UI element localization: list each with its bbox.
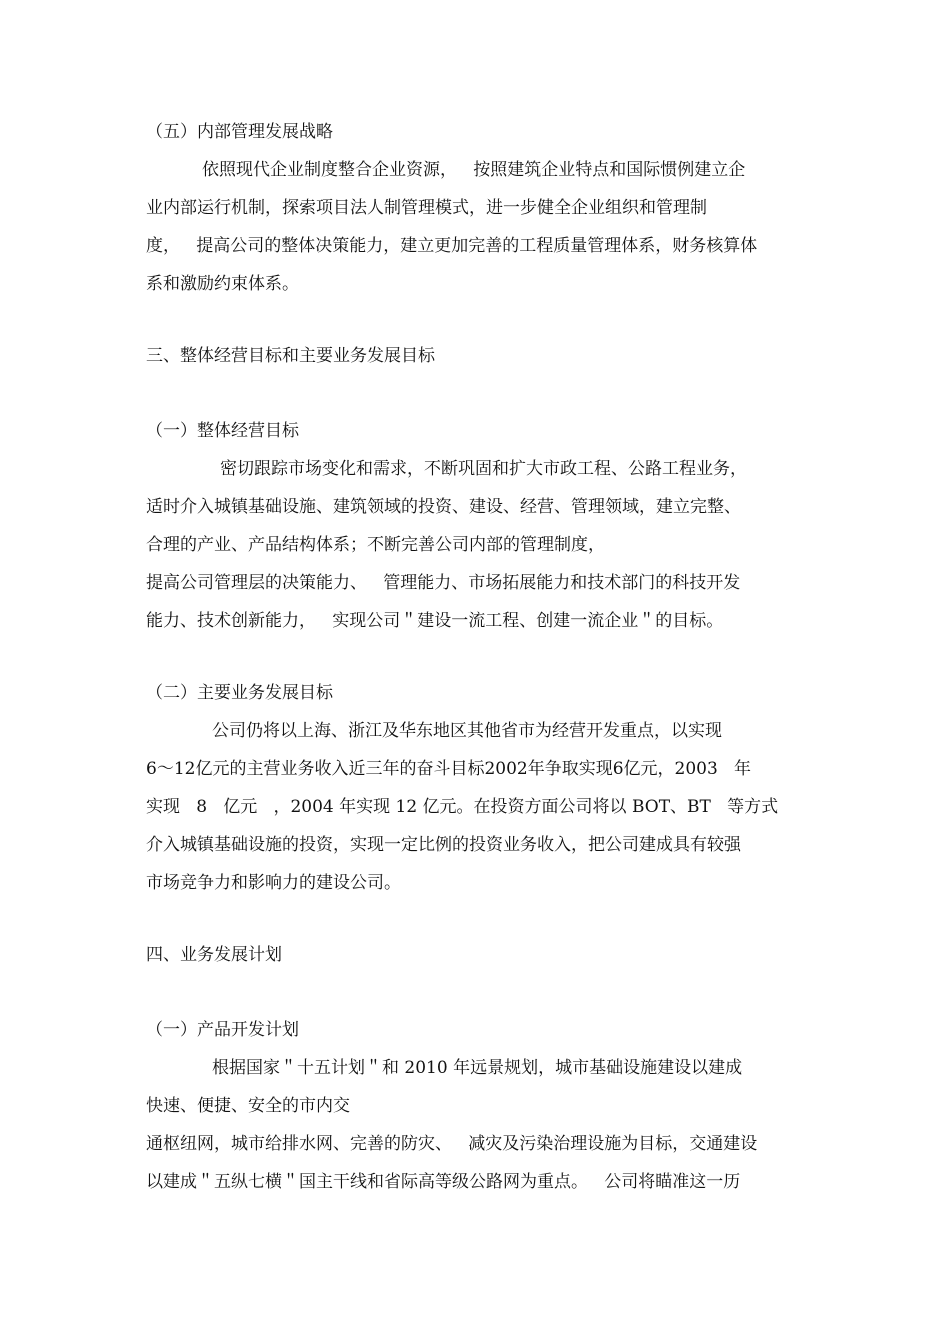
paragraph-line: 实现 8 亿元 ，2004 年实现 12 亿元。在投资方面公司将以 BOT、BT 等方式 — [146, 797, 779, 817]
section-heading: （一）整体经营目标 — [146, 421, 299, 441]
paragraph-line: 合理的产业、产品结构体系；不断完善公司内部的管理制度， — [146, 535, 605, 555]
chapter-heading: 四、业务发展计划 — [146, 945, 282, 965]
paragraph-line: 公司仍将以上海、浙江及华东地区其他省市为经营开发重点，以实现 — [212, 721, 722, 741]
paragraph-line: 以建成＂五纵七横＂国主干线和省际高等级公路网为重点。 公司将瞄准这一历 — [146, 1172, 741, 1192]
paragraph-line: 度， 提高公司的整体决策能力，建立更加完善的工程质量管理体系，财务核算体 — [146, 236, 758, 256]
paragraph-line: 根据国家＂十五计划＂和 2010 年远景规划，城市基础设施建设以建成 — [212, 1058, 743, 1078]
chapter-heading: 三、整体经营目标和主要业务发展目标 — [146, 346, 435, 366]
paragraph-line: 系和激励约束体系。 — [146, 274, 299, 294]
paragraph-line: 快速、便捷、安全的市内交 — [146, 1096, 350, 1116]
section-heading: （五）内部管理发展战略 — [146, 122, 333, 142]
section-heading: （二）主要业务发展目标 — [146, 683, 333, 703]
paragraph-line: 市场竞争力和影响力的建设公司。 — [146, 873, 401, 893]
paragraph-line: 能力、技术创新能力， 实现公司＂建设一流工程、创建一流企业＂的目标。 — [146, 611, 724, 631]
paragraph-line: 密切跟踪市场变化和需求，不断巩固和扩大市政工程、公路工程业务， — [220, 459, 747, 479]
paragraph-line: 业内部运行机制，探索项目法人制管理模式，进一步健全企业组织和管理制 — [146, 198, 707, 218]
paragraph-line: 通枢纽网，城市给排水网、完善的防灾、 减灾及污染治理设施为目标，交通建设 — [146, 1134, 758, 1154]
paragraph-line: 介入城镇基础设施的投资，实现一定比例的投资业务收入，把公司建成具有较强 — [146, 835, 741, 855]
paragraph-line: 依照现代企业制度整合企业资源， 按照建筑企业特点和国际惯例建立企 — [202, 160, 746, 180]
paragraph-line: 适时介入城镇基础设施、建筑领域的投资、建设、经营、管理领域，建立完整、 — [146, 497, 741, 517]
paragraph-line: 提高公司管理层的决策能力、 管理能力、市场拓展能力和技术部门的科技开发 — [146, 573, 741, 593]
section-heading: （一）产品开发计划 — [146, 1020, 299, 1040]
paragraph-line: 6～12亿元的主营业务收入近三年的奋斗目标2002年争取实现6亿元，2003 年 — [146, 759, 752, 779]
